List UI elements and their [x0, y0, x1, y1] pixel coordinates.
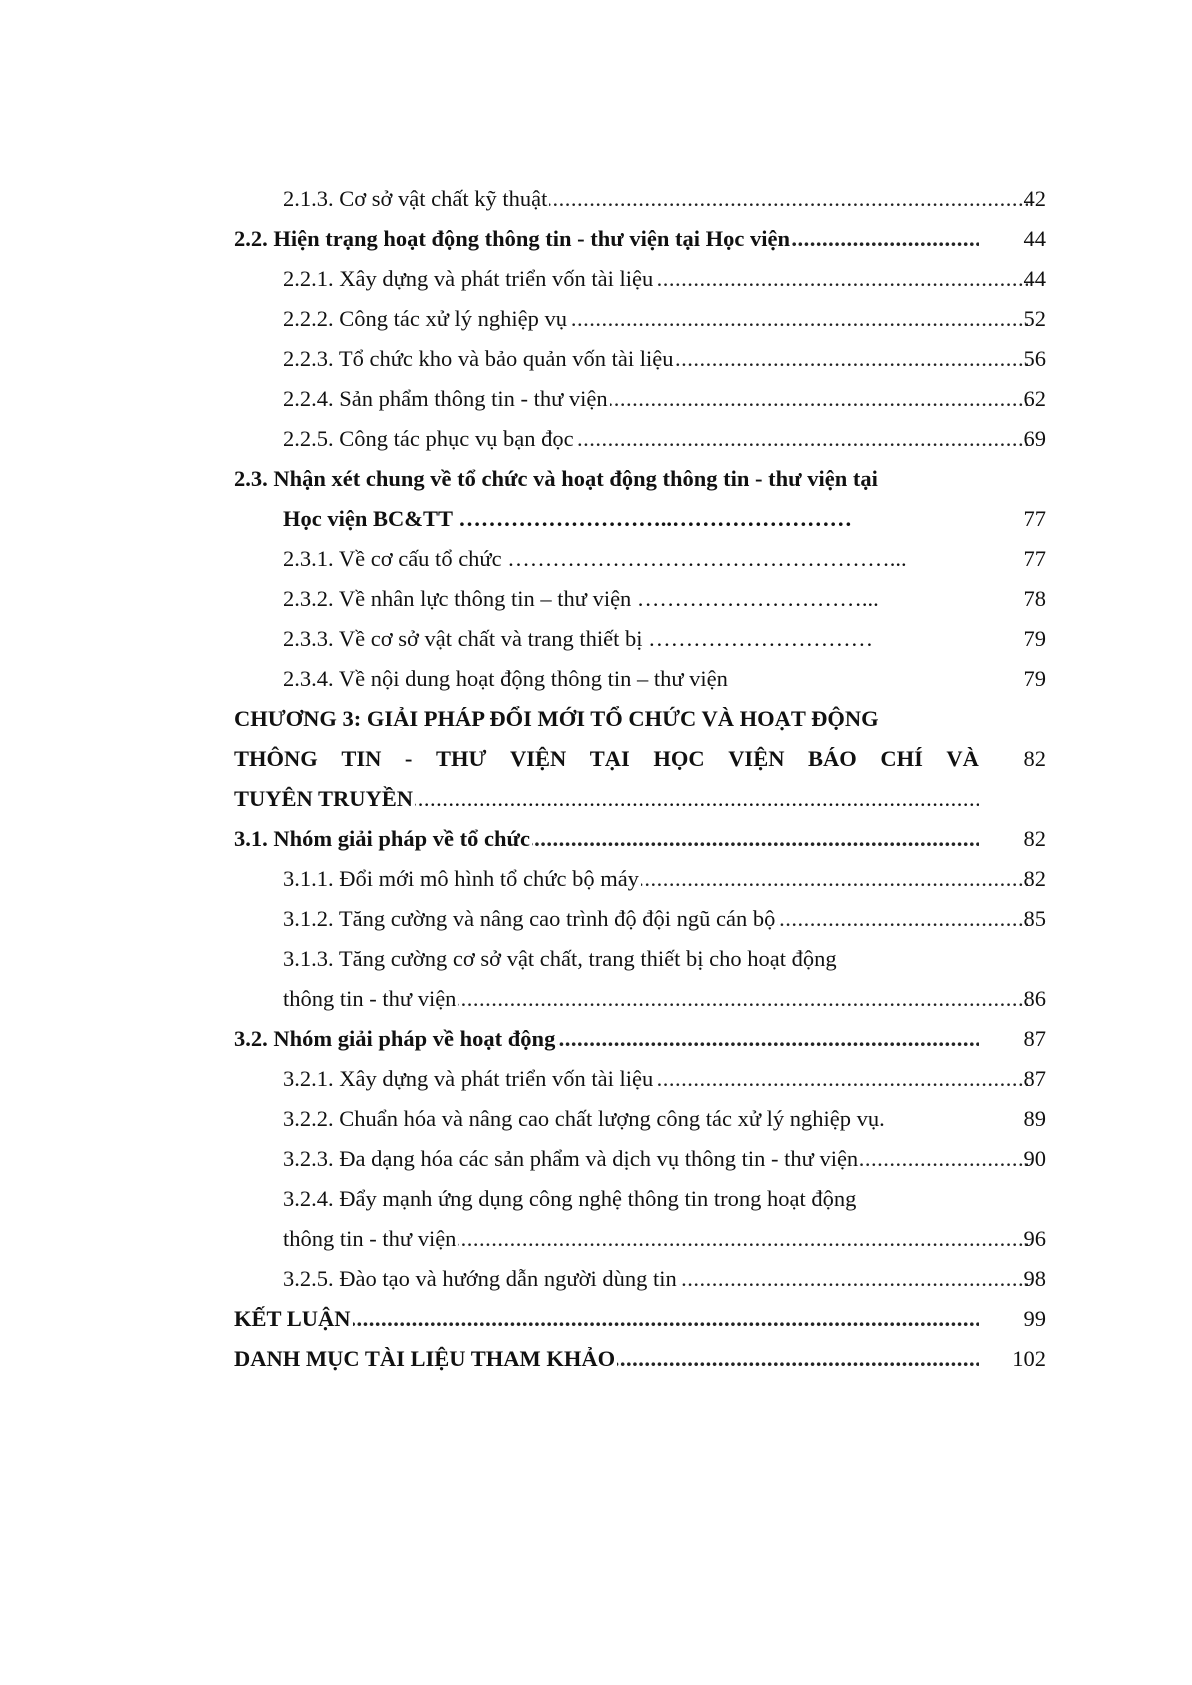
toc-page-number: 82 [1023, 746, 1046, 771]
toc-entry-title: 3.2.4. Đẩy mạnh ứng dụng công nghệ thông tin trong hoạt động [283, 1186, 857, 1211]
toc-entry-title: 2.3.4. Về nội dung hoạt động thông tin – thư viện [283, 666, 728, 691]
toc-chapter-entry [234, 699, 1046, 819]
toc-entry-title: 2.2.5. Công tác phục vụ bạn đọc [283, 426, 574, 451]
toc-page-number: 89 [1023, 1106, 1046, 1131]
chapter-word: TẠI [589, 746, 630, 771]
toc-page-number: 42 [1023, 186, 1046, 211]
toc-entry-title: 3.2.3. Đa dạng hóa các sản phẩm và dịch vụ thông tin - thư viện [283, 1146, 859, 1171]
toc-page-number: 52 [1023, 306, 1046, 331]
toc-entry [234, 299, 1046, 339]
toc-page-number: 82 [1023, 866, 1046, 891]
toc-entry [234, 219, 1046, 259]
toc-entry-title: 3.1.1. Đổi mới mô hình tổ chức bộ máy [283, 866, 639, 891]
toc-page-number: 77 [1023, 506, 1046, 531]
toc-entry-continuation [234, 1219, 1046, 1259]
chapter-title-line-2 [234, 739, 979, 779]
toc-entry [234, 819, 1046, 859]
toc-entry [234, 1099, 1046, 1139]
toc-page-number: 44 [1023, 226, 1046, 251]
chapter-word: TIN [341, 746, 382, 771]
toc-page-number: 79 [1023, 666, 1046, 691]
toc-entry [234, 1179, 1046, 1219]
toc-entry-title: 2.3.2. Về nhân lực thông tin – thư viện …………………………... [283, 586, 879, 611]
toc-page-number: 69 [1023, 426, 1046, 451]
chapter-word: THƯ [435, 746, 487, 771]
toc-page-number: 99 [1023, 1306, 1046, 1331]
toc-entry [234, 1059, 1046, 1099]
toc-entry [234, 419, 1046, 459]
toc-page-number: 87 [1023, 1066, 1046, 1091]
chapter-word: VÀ [946, 746, 979, 771]
toc-entry-title: 2.1.3. Cơ sở vật chất kỹ thuật [283, 186, 548, 211]
toc-page-number: 90 [1023, 1146, 1046, 1171]
toc-entry-title: 2.2.3. Tổ chức kho và bảo quản vốn tài liệu [283, 346, 674, 371]
toc-page-number: 85 [1023, 906, 1046, 931]
toc-entry-continuation [234, 979, 1046, 1019]
toc-entry-title: 3.1.3. Tăng cường cơ sở vật chất, trang thiết bị cho hoạt động [283, 946, 837, 971]
toc-entry [234, 619, 1046, 659]
chapter-word: VIỆN [728, 746, 785, 771]
toc-entry [234, 1299, 1046, 1339]
chapter-word: - [404, 746, 413, 771]
toc-entry [234, 1139, 1046, 1179]
toc-entry [234, 1019, 1046, 1059]
chapter-word: CHÍ [880, 746, 923, 771]
toc-page-number: 86 [1023, 986, 1046, 1011]
toc-entry-title: 2.3.3. Về cơ sở vật chất và trang thiết bị ………………………… [283, 626, 874, 651]
toc-entry [234, 459, 1046, 499]
toc-entry [234, 379, 1046, 419]
table-of-contents [234, 179, 1046, 1379]
toc-page-number: 98 [1023, 1266, 1046, 1291]
toc-entry [234, 179, 1046, 219]
toc-entry-title-cont: thông tin - thư viện [283, 986, 457, 1011]
toc-entry-title: 2.2.2. Công tác xử lý nghiệp vụ [283, 306, 568, 331]
toc-entry-title-cont: thông tin - thư viện [283, 1226, 457, 1251]
toc-entry-title: 2.3.1. Về cơ cấu tổ chức ……………………………………………... [283, 546, 907, 571]
toc-page-number: 78 [1023, 586, 1046, 611]
chapter-word: HỌC [653, 746, 705, 771]
toc-page-number: 44 [1023, 266, 1046, 291]
toc-page-number: 62 [1023, 386, 1046, 411]
toc-entry-title: 2.3. Nhận xét chung về tổ chức và hoạt động thông tin - thư viện tại [234, 466, 878, 491]
toc-page-number: 96 [1023, 1226, 1046, 1251]
toc-page-number: 87 [1023, 1026, 1046, 1051]
toc-entry-title: 2.2.1. Xây dựng và phát triển vốn tài liệu [283, 266, 654, 291]
toc-entry-continuation [234, 499, 1046, 539]
toc-entry [234, 579, 1046, 619]
toc-entry-title: 2.2.4. Sản phẩm thông tin - thư viện [283, 386, 608, 411]
chapter-title-tail: TUYÊN TRUYỀN [234, 786, 413, 811]
toc-entry [234, 1259, 1046, 1299]
toc-entry-title-cont: Học viện BC&TT ………………………..…………………… [283, 506, 852, 531]
toc-entry-title: KẾT LUẬN [234, 1306, 351, 1331]
chapter-word: BÁO [808, 746, 857, 771]
toc-entry-title: 3.2.1. Xây dựng và phát triển vốn tài liệu [283, 1066, 654, 1091]
toc-entry [234, 899, 1046, 939]
toc-page-number: 77 [1023, 546, 1046, 571]
toc-page-number: 79 [1023, 626, 1046, 651]
toc-entry [234, 339, 1046, 379]
toc-entry [234, 939, 1046, 979]
chapter-title-line-1: CHƯƠNG 3: GIẢI PHÁP ĐỔI MỚI TỔ CHỨC VÀ HOẠT ĐỘNG [234, 706, 879, 731]
toc-page-number: 82 [1023, 826, 1046, 851]
toc-entry [234, 1339, 1046, 1379]
toc-entry-title: 3.2.5. Đào tạo và hướng dẫn người dùng tin [283, 1266, 677, 1291]
toc-entry-title: 2.2. Hiện trạng hoạt động thông tin - thư viện tại Học viện [234, 226, 791, 251]
toc-page-number: 56 [1023, 346, 1046, 371]
toc-entry-title: 3.1.2. Tăng cường và nâng cao trình độ đội ngũ cán bộ [283, 906, 776, 931]
toc-entry [234, 259, 1046, 299]
toc-entry-title: 3.2.2. Chuẩn hóa và nâng cao chất lượng công tác xử lý nghiệp vụ. [283, 1106, 885, 1131]
chapter-word: THÔNG [234, 746, 318, 771]
toc-page-number: 102 [1012, 1346, 1046, 1371]
chapter-title-line-3 [234, 779, 979, 819]
toc-entry-title: DANH MỤC TÀI LIỆU THAM KHẢO [234, 1346, 616, 1371]
toc-entry-title: 3.1. Nhóm giải pháp về tổ chức [234, 826, 531, 851]
toc-entry [234, 659, 1046, 699]
chapter-word: VIỆN [509, 746, 567, 771]
toc-entry-title: 3.2. Nhóm giải pháp về hoạt động [234, 1026, 556, 1051]
toc-entry [234, 859, 1046, 899]
toc-entry [234, 539, 1046, 579]
